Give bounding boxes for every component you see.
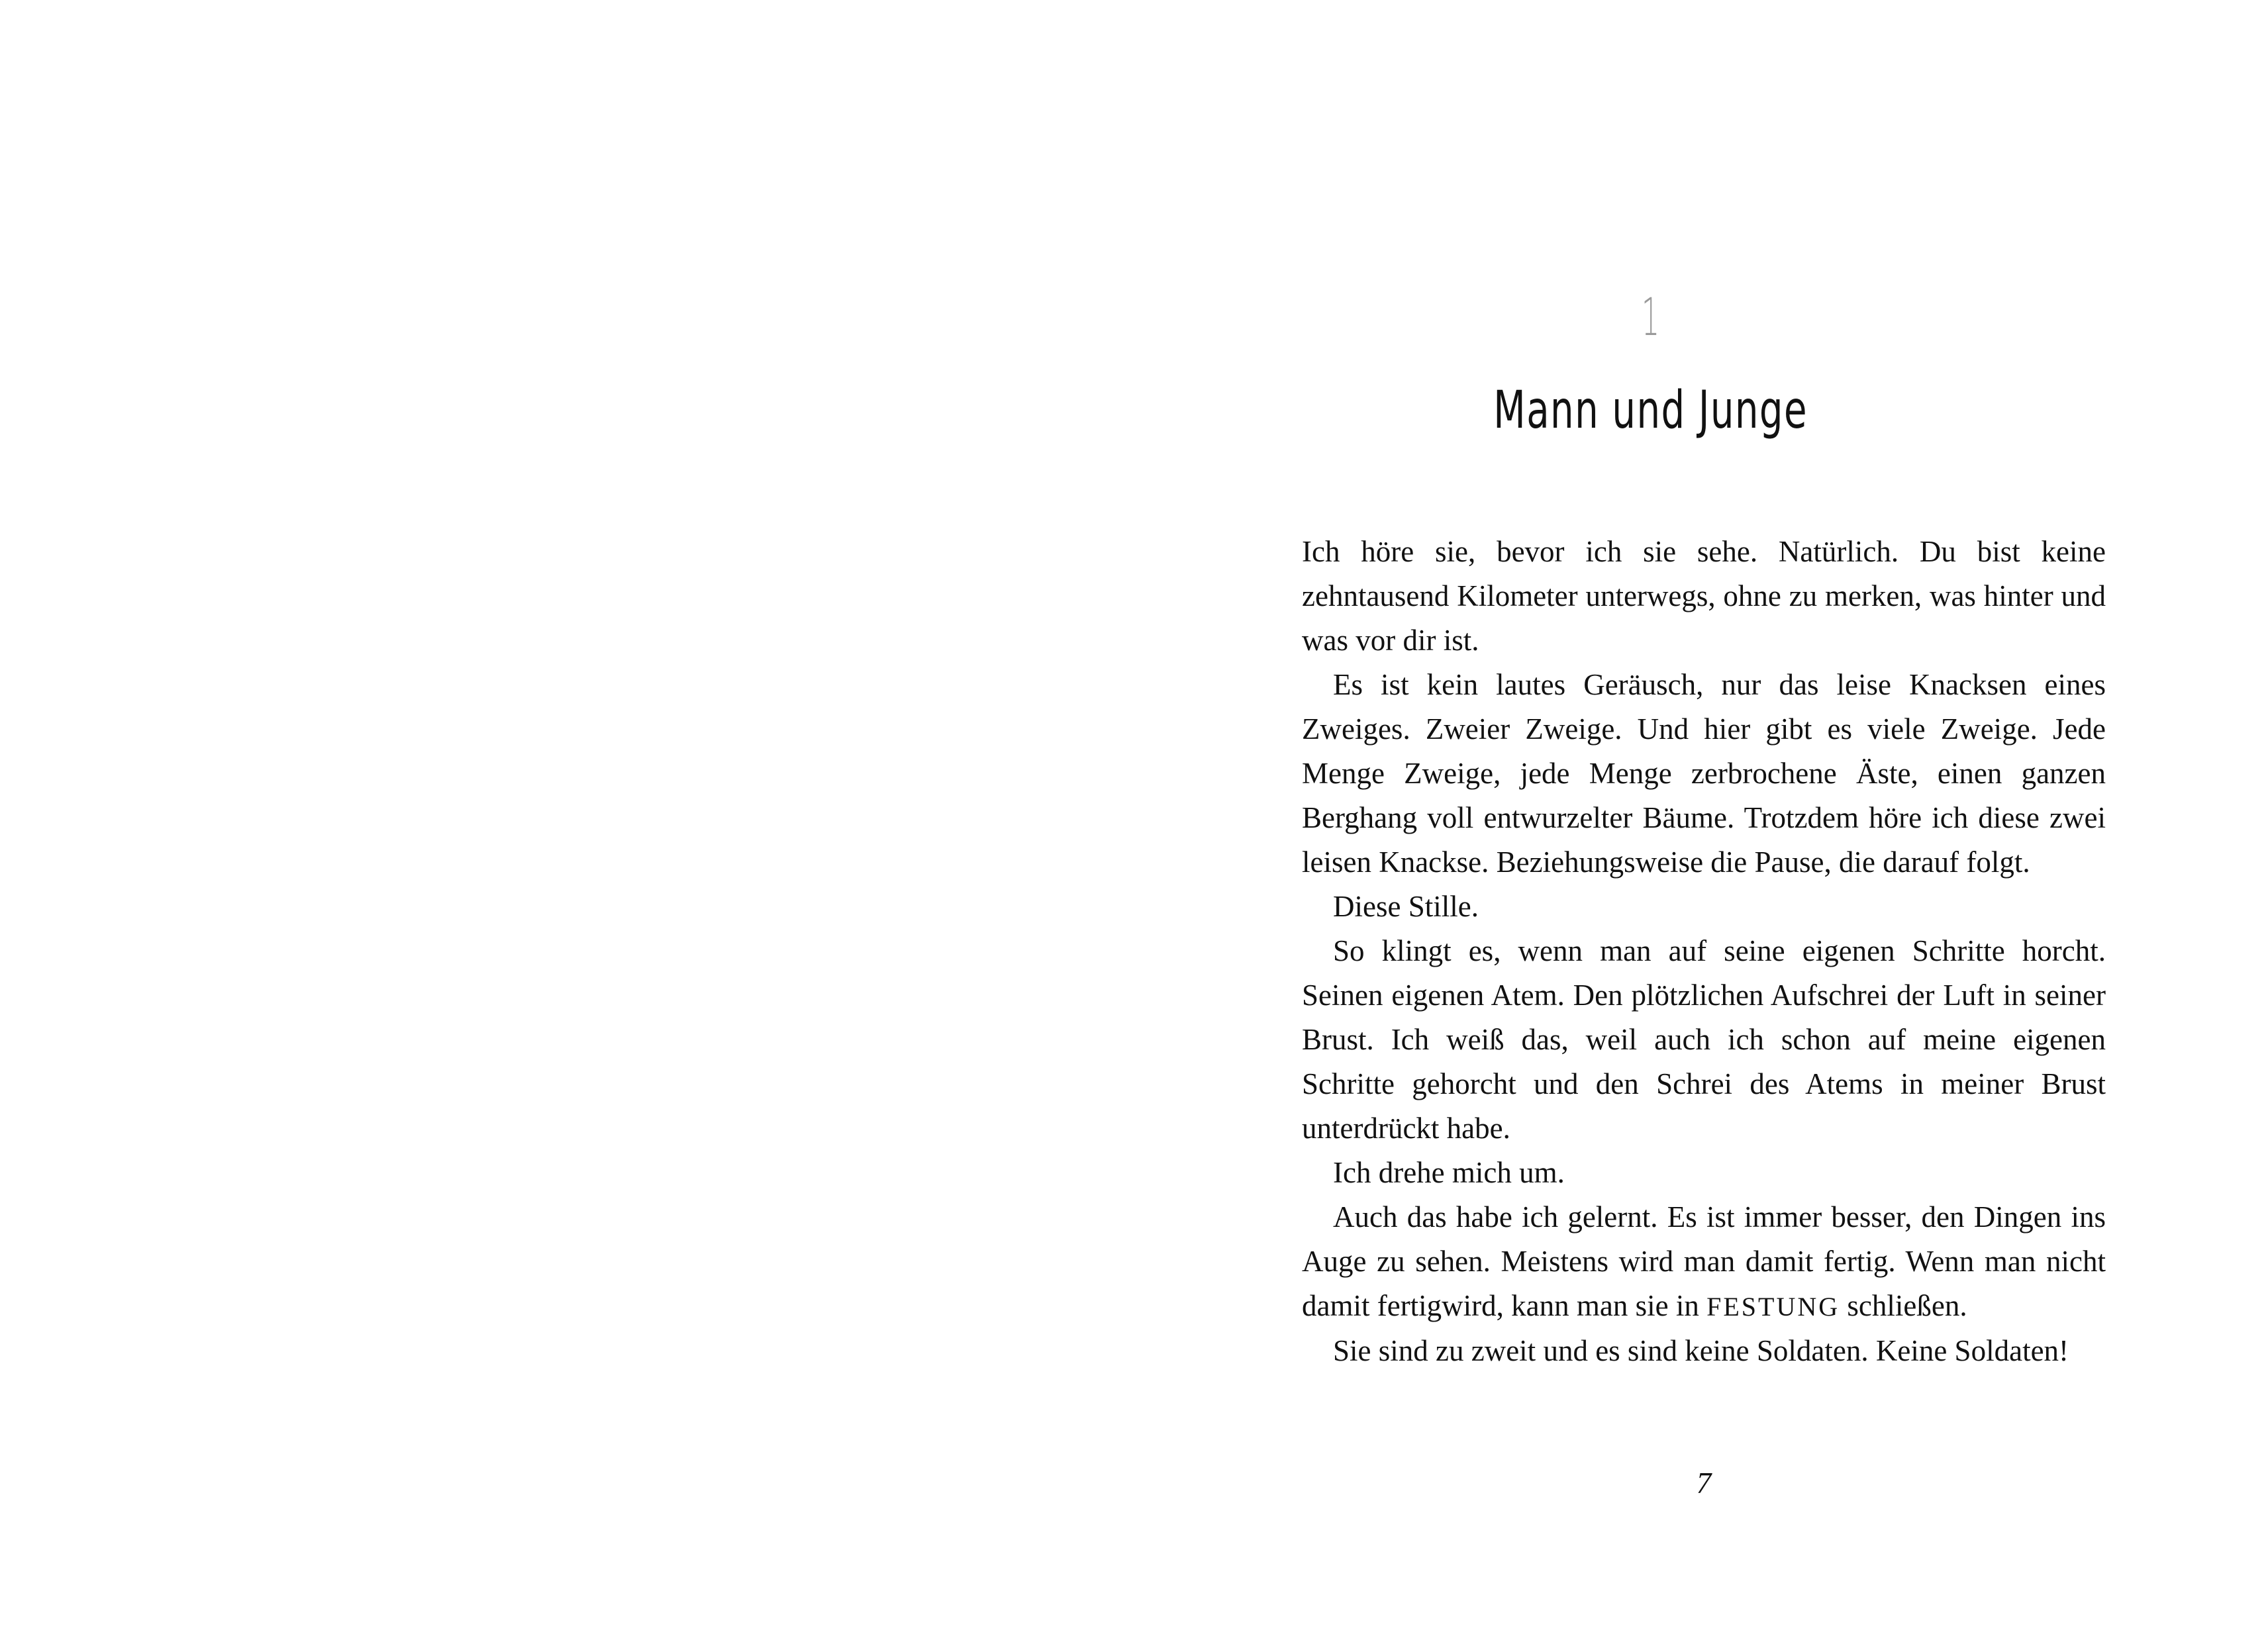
paragraph: Ich drehe mich um.	[1333, 1156, 1565, 1189]
paragraph-text: Auch das habe ich gelernt. Es ist immer besser, den Dingen ins Auge zu sehen. Meistens wird man damit fertig. Wenn man nicht damit fertigwird, kann man sie in	[1302, 1200, 2106, 1322]
chapter-title	[1218, 374, 2083, 447]
paragraph: So klingt es, wenn man auf seine eigenen Schritte horcht. Seinen eigenen Atem. Den plötzlichen Aufschrei der Luft in seiner Brust. Ich weiß das, weil auch ich schon auf meine eigenen Schritte gehorcht und den Schrei des Atems in meiner Brust unterdrückt habe.	[1302, 934, 2106, 1145]
chapter-title-text: Mann und Junge	[1493, 381, 1808, 440]
paragraph: Sie sind zu zweit und es sind keine Soldaten. Keine Soldaten!	[1333, 1334, 2069, 1367]
paragraph: Diese Stille.	[1333, 890, 1479, 923]
chapter-number: 1	[1641, 288, 1660, 348]
paragraph	[1302, 1195, 2106, 1329]
paragraph: Es ist kein lautes Geräusch, nur das leise Knacksen eines Zweiges. Zweier Zweige. Und hier gibt es viele Zweige. Jede Menge Zweige, jede Menge zerbrochene Äste, einen ganzen Berghang voll entwurzelter Bäume. Trotzdem höre ich diese zwei leisen Knackse. Beziehungsweise die Pause, die darauf folgt.	[1302, 668, 2106, 879]
chapter-body	[1302, 530, 2106, 1373]
page-number: 7	[1696, 1467, 1712, 1500]
paragraph: Ich höre sie, bevor ich sie sehe. Natürlich. Du bist keine zehntausend Kilometer unterwegs, ohne zu merken, was hinter und was vor dir ist.	[1302, 535, 2106, 657]
paragraph-text: schließen.	[1847, 1289, 1967, 1322]
festung-smallcaps: FESTUNG	[1706, 1292, 1840, 1322]
